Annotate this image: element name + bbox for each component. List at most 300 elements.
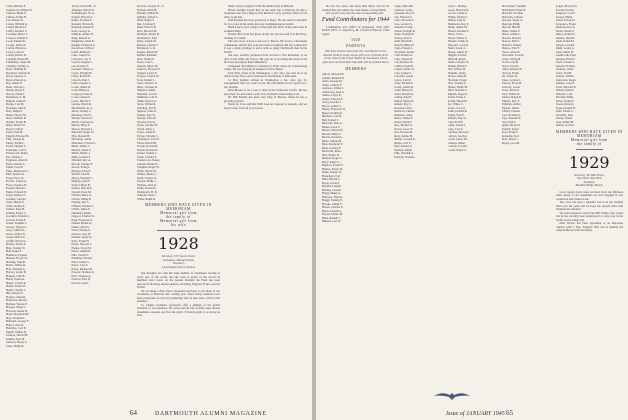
text-line: Jordan, Harold E. (447, 98, 468, 103)
text-line: Barton, Everett L. (322, 135, 343, 140)
text-line: Scott, Daniel C. (136, 77, 156, 82)
text-line: Underwood, Ernest (136, 158, 160, 162)
magazine-title: DARTMOUTH ALUMNI MAGAZINE (155, 411, 267, 417)
text-line: Conant, Walter D. (393, 67, 415, 71)
eagle-ornament-icon (432, 390, 472, 402)
text-line: Sawyer, Everett W. (136, 74, 160, 78)
text-line: Dole, Richard S. (393, 123, 413, 127)
text-line: Moody, Chester F. (71, 161, 93, 166)
text-line: Connors, Daniel E. (6, 35, 29, 40)
text-line: Hardy, Arthur M. (447, 25, 468, 29)
text-line: Thurston, Carl (555, 91, 573, 96)
text-line: Crandall, Harold B. (6, 56, 29, 61)
name-list (6, 5, 67, 348)
text-line: Plummer, Donald (71, 256, 92, 260)
text-line: Manning, Paul V. (71, 112, 92, 117)
text-line: May, Donald H. (71, 133, 91, 138)
text-line: Paul Rounds has been promoted to major. He has been in Australia for two years in the Army Airways Communications system. (223, 18, 307, 26)
text-line: Sturtevant, Roger (555, 77, 576, 82)
text-line: Bragg, Henry A. (322, 191, 342, 196)
text-line: Cutler, Donald A. (393, 91, 414, 96)
text-line: Gordon, Frank F. (6, 217, 26, 222)
text-line: Severance, Frank (555, 21, 576, 26)
text-line: Stanley, Roy W. (136, 112, 156, 117)
text-line: Putnam, Wilbur H. (136, 11, 159, 15)
class-notes (322, 5, 390, 16)
text-line: Cook, Samuel K. (6, 39, 26, 43)
text-line: Kendall, Warren R. (71, 21, 94, 26)
text-line: Sumner, Leon F. (555, 81, 575, 85)
text-line: Dr. Bill Perkins has been very busy in Boston, where he has a growing practice. (223, 95, 307, 103)
text-line: Norton, Philip B. (71, 196, 92, 201)
page-number: 64 (130, 409, 137, 417)
text-line: Quimby, Arthur L. (136, 14, 159, 19)
text-line: Clinton, Frank H. (6, 14, 27, 19)
text-line: Hoyt, Norman L. (6, 315, 26, 320)
text-line: Nash, Clifton B. (71, 182, 91, 187)
text-line: Lovejoy, Frank W. (71, 91, 93, 96)
text-line: Joy, Walter C. (447, 102, 464, 106)
text-line: Berry, Albert L. (322, 159, 341, 164)
text-line: Cummings, Stuart M. (6, 60, 32, 64)
class-notes (224, 5, 307, 110)
text-line: Orr, Ernest W. (501, 74, 519, 78)
text-line: Hanson, Royce W. (6, 256, 28, 260)
text-line: It is good to note that the class is responding well. (326, 11, 384, 15)
text-line: Rand, Ralph T. (136, 18, 155, 22)
text-line: Lincoln, Paul J. (71, 77, 90, 82)
text-line: the family of (165, 215, 191, 219)
text-line: Lang, Carl E. (447, 126, 464, 131)
text-line: Ordway, Frank (501, 70, 519, 75)
text-line: Lord, Milton A. (71, 88, 90, 92)
text-line: Chase, Norman F. (393, 32, 415, 36)
issue-label: Issue of JANUARY 1945 (446, 411, 505, 417)
text-line: Tom Ellis writes from Washington a few days ago that he is an officer in the Navy and is stationed in the Bureau of Personnel. (223, 70, 307, 78)
text-line: Rich, Allan C. (501, 137, 519, 141)
text-line: Andrews, Walter L. (322, 86, 345, 91)
divider (576, 149, 604, 150)
text-line: Nelson, Harold E. (71, 186, 93, 190)
text-line: Lieutenant Ted Mahan is stationed in Texas where he is instructing cadets. He was formerly in business in New Haven. (223, 63, 307, 71)
parents-heading: PARENTS (346, 44, 366, 48)
text-line: Chandler, Irving (393, 25, 413, 29)
text-line: Cole, Richard W. (393, 60, 414, 64)
year-subhead: 1928 (351, 38, 361, 42)
text-line: Rice, Howard M. (136, 28, 158, 33)
text-line: Stetson, Norman (555, 63, 575, 68)
text-line: Swain, Allan J. (136, 126, 155, 131)
text-line: Dwyer, John P. (6, 126, 24, 131)
text-line: Read, Frank S. (501, 130, 519, 134)
text-line: Case, Gordon S. (393, 21, 413, 26)
class-notes (137, 272, 220, 318)
text-line: Clapp, Everett J. (393, 46, 413, 50)
text-line: Turner, Stanley L. (136, 151, 158, 155)
text-line: Jackson, Harold B. (6, 333, 28, 337)
text-line: Bryant, Walter M. (322, 212, 343, 217)
text-line: Richardson, Paul (136, 35, 157, 40)
text-line: Ingham, Roger P. (447, 91, 468, 96)
text-line: Jacob, Edward H., Jr. (71, 5, 97, 8)
text-line: Hamilton, Eugene (6, 252, 28, 257)
text-line: Hayes, Carroll K. (6, 280, 27, 285)
text-line: Downs, Leon W. (393, 126, 413, 131)
text-line: Collins, Frank B. (393, 63, 414, 68)
text-line: Thompson, Carl W. (136, 137, 160, 141)
text-line: Lowe, Lyman E. (71, 95, 91, 99)
text-line: Curtis, Henry W. (393, 88, 414, 92)
text-line: Leavitt, Eugene C. (71, 60, 94, 64)
text-line: Newell, Earle M. (71, 189, 92, 194)
text-line: Damon, Harold L. (393, 98, 415, 103)
right-column-2 (394, 5, 444, 397)
text-line: Pope, Donald W. (501, 116, 522, 120)
text-line: Ward, Chester A. (136, 175, 157, 180)
text-line: Ames, Clinton P. (322, 82, 342, 87)
memorial-notice (137, 203, 220, 227)
text-line: Sampson, Carl F. (555, 11, 576, 15)
text-line: Wells, Donald E. (136, 186, 157, 190)
text-line: Vaughan, Roger W. (136, 165, 160, 169)
text-line: Jenkins, Earl M. (6, 336, 25, 341)
text-line: Hunt, Louis W. (6, 322, 24, 327)
text-line: Prichett, Allen B. (136, 7, 158, 12)
text-line: Morgan, Everett (71, 168, 91, 173)
text-line: French, Harold J. (6, 186, 27, 190)
text-line: Cushing, Charles A. (6, 63, 30, 68)
text-line: Phillips, Roy T. (501, 98, 520, 103)
text-line: Shedd, Walter P. (555, 28, 575, 33)
left-column-1 (6, 5, 67, 397)
text-line: Cohen, William G. (6, 21, 28, 26)
text-line: Dick Brown has been appointed to an important position with a New England firm and is making his home in Boston with his family. (555, 221, 623, 233)
text-line: Donahue, John F. (6, 105, 27, 110)
text-line: Hank Lane is now a major in the AAF. He still is at the same base in northern India. (223, 25, 307, 33)
text-line: McIntosh, Chester (501, 14, 523, 19)
text-line: Cameron, Leslie (393, 7, 413, 12)
text-line: Lyman, Edwin R. (71, 102, 92, 106)
text-line: Simmons, Carl R. (136, 95, 158, 99)
text-line: Hadley, Edwin C. (447, 14, 469, 19)
text-line: Cohen, Bernard J. (6, 25, 27, 29)
text-line: Stark, Chester L. (555, 60, 576, 64)
text-line: Hall, Ralph C. (6, 249, 23, 253)
text-line: Heald, Lester C. (447, 46, 467, 50)
text-line: Hersey, Albert B. (447, 49, 468, 54)
text-line: Little, Chester L. (71, 81, 92, 85)
text-line: Sprague, Harold (555, 56, 575, 61)
text-line: his wife (170, 223, 187, 227)
text-line: Austin, Edward P. (322, 96, 343, 101)
text-line: Knight, Frederick A. (71, 42, 96, 47)
text-line: Dow, Everett M. (393, 130, 413, 134)
text-line: Carpenter, Roy H. (393, 11, 415, 15)
text-line: Lakin, Arthur J. (447, 123, 466, 127)
text-line: Pollard, Chester (501, 109, 521, 113)
text-line: Hunter, Philip M. (447, 84, 468, 89)
text-line: Twombly, Paul (555, 112, 573, 117)
page-number: 65 (506, 409, 513, 417)
text-line: Hawkes, Frank D. (447, 39, 469, 43)
text-line: Holmes, Warren E. (6, 301, 29, 306)
parents-note: (We have listed in this issue the contributors to the Alumni Fund in 1944, whose gifts were received prior to the close of the Fund. Names of classmates whose gifts were received after that date will be printed later.) (322, 49, 389, 64)
text-line: Smith, Harold A. (136, 98, 157, 103)
text-line: Reynolds, Earl (501, 133, 519, 138)
text-line: Small, Lester A. (555, 46, 575, 50)
text-line: Howard, Arthur B. (6, 308, 28, 313)
text-line: Gardner, Lincoln (6, 196, 26, 201)
text-line: Baldwin, Carl H. (322, 114, 342, 119)
text-line: Potter, Richard B. (71, 266, 93, 271)
text-line: Greenwood, Walter W. (6, 7, 33, 12)
text-line: Dexter, Walter F. (393, 116, 414, 120)
text-line: Perkins, Arnold L. (71, 235, 93, 239)
text-line: MEMBERS WHO HAVE GIVEN IN MEMORIAM (145, 203, 212, 211)
text-line: Drake, Harold W. (6, 112, 27, 117)
text-line: Lamb, Richard C. (71, 49, 93, 54)
text-line: Coolidge, Bruce C. (6, 32, 29, 36)
text-line: Hammond, Roy E. (447, 21, 470, 26)
text-line: Hatch, Carl L. (447, 32, 465, 36)
text-line: Grover, Leslie A. (447, 11, 468, 15)
text-line: Nichols, Harry A. (71, 193, 93, 197)
text-line: Maxwell, Roger W. (71, 130, 95, 134)
class-notes (556, 191, 624, 233)
text-line: Lexington, Massachusetts (162, 257, 194, 262)
text-line: Towne, Everett H. (136, 144, 159, 148)
text-line: Tuttle, Charles F. (136, 154, 157, 159)
text-line: Lathrop, Gordon (447, 133, 467, 138)
left-column-3 (137, 5, 220, 397)
name-list (394, 5, 444, 159)
text-line: Fairbanks, Carl E. (6, 147, 28, 152)
text-line: Ferguson, Allan D. (6, 158, 28, 162)
text-line: Hill, Robert N. (6, 291, 24, 295)
text-line: Miner, Walter E. (501, 28, 521, 33)
text-line: Vose, Arthur M. (555, 119, 575, 124)
text-line: Mixer, Arthur L. (501, 32, 521, 36)
text-line: Bigelow, Frank N. (322, 163, 344, 168)
text-line: Harlow, Donald F. (447, 28, 469, 33)
text-line: Howie Dwight reports that on the same trip to Hanover he met a classmate who was a major in the Medical Corps and they talked of old times at the Inn. (223, 7, 307, 19)
text-line: Murphy, John F. (71, 179, 91, 183)
text-line: Snow, Wilbur R. (136, 102, 157, 106)
text-line: Rogers, Harold H. (136, 49, 159, 54)
name-list (71, 5, 132, 285)
text-line: Olmstead, Ralph (71, 210, 91, 215)
text-line: Lindsay, Albert (447, 140, 466, 145)
text-line: McGrath, Norman (501, 11, 523, 15)
text-line: Eddy, Wendell A. (393, 151, 414, 155)
text-line: Hobbs, Chester W. (447, 60, 470, 64)
text-line: Cobb, Roland A. (393, 53, 413, 57)
text-line: Good reports have been received from the Midwest where many of our classmates are now engaged in war production and related work. (555, 189, 623, 201)
class-secretary (137, 255, 220, 269)
text-line: Converse, Lester (393, 74, 414, 78)
text-line: Trask, Donald H. (555, 105, 576, 110)
text-line: Ray, Carleton E. (136, 21, 157, 26)
text-line: Mack, Stanley C. (71, 109, 92, 113)
text-line: Gray, Clifford L. (6, 228, 26, 232)
text-line: Edgerly, Howard B. (6, 133, 30, 138)
text-line: McKenna, Edward J. (71, 140, 96, 145)
text-line: Heath, Charles L. (6, 287, 27, 292)
text-line: Munroe, Earl F. (501, 46, 520, 50)
text-line: Cutting, Paul E. (393, 95, 412, 99)
text-line: Higgins, Everett (447, 53, 467, 57)
text-line: Stearns, Edward (136, 116, 156, 120)
text-line: Southworth, Paul (555, 53, 576, 57)
text-line: Gilman, Foster C. (6, 210, 27, 215)
text-line: Kilburn, Roy W. (447, 116, 467, 120)
text-line: Bliss, Harold C. (322, 177, 341, 182)
fund-summary (322, 26, 390, 37)
text-line: Storrs, Earl B. (555, 70, 573, 75)
text-line: Durgin, Carl F. (393, 140, 411, 145)
text-line: Ingalls, Wilbur R. (6, 329, 27, 334)
text-line: Evans, Herbert L. (6, 144, 27, 148)
text-line: Metcalf, Harold (501, 25, 520, 29)
text-line: Pray, Paul L. (501, 119, 517, 124)
text-line: Sherman, Leon E. (136, 91, 158, 96)
text-line: Hatch, Ernest A. (6, 277, 26, 281)
text-line: Howland, Ernest (447, 77, 467, 82)
text-line: Morse, Wendell C. (71, 175, 94, 180)
text-line: Richards, Ernest D. (136, 32, 160, 36)
text-line: Tucker, Raymond (136, 147, 158, 152)
text-line: Secretary, 60 Wall Street, (574, 172, 605, 177)
text-line: Lewis, Dwight H. (71, 70, 93, 75)
text-line: Parsons, Howard (501, 81, 522, 85)
text-line: Cheney, Alan P. (393, 35, 412, 40)
text-line: Shaw, Norman B. (136, 84, 158, 89)
text-line: O'Neil, James F. (71, 207, 91, 211)
text-line: Marble, Vernon E. (71, 116, 93, 120)
text-line: Spalding, Earl F. (136, 105, 157, 110)
text-line: Denny, Royal E. (6, 88, 26, 92)
text-line: Dorr, Ralph E. (6, 109, 23, 113)
text-line: Morton, Paul C. (501, 39, 521, 43)
text-line: Dodge, Carl M. (6, 102, 25, 106)
name-list (448, 5, 498, 152)
text-line: Jennings, Myron D. (71, 7, 95, 12)
text-line: Blanchard, Earl (322, 173, 341, 178)
text-line: Pease, Albert F. (501, 88, 520, 92)
text-line: Osgood, Charles W. (71, 214, 95, 218)
text-line: Moulton, Stanley (501, 42, 522, 47)
text-line: Mitchell, Roy A. (71, 158, 91, 162)
text-line: Stickney, Allan (555, 67, 574, 71)
text-line: Kaplan, Harold A. (71, 14, 93, 19)
text-line: Pierce, Austin R. (71, 249, 92, 253)
text-line: Taylor, Ralph E. (136, 130, 156, 134)
text-line: Prescott, George W., Jr. (136, 5, 165, 8)
text-line: Spencer, John D. (136, 109, 157, 113)
text-line: Coe, Robert N. (6, 18, 24, 22)
text-line: Colby, Ernest H. (393, 56, 413, 61)
text-line: Lothrop, Everett (447, 144, 467, 148)
left-page (0, 0, 312, 420)
text-line: Kingsbury, Allan E. (71, 39, 95, 43)
text-line: Sargent, Lester P. (136, 70, 158, 75)
text-line: Hurd, Norman C. (447, 88, 468, 92)
text-line: Leach, Lester M. (447, 137, 468, 141)
text-line: Thayer, Dwight C. (136, 133, 159, 138)
text-line: Hoyt, Stanley E. (447, 81, 467, 85)
text-line: Davenport, Earl (393, 105, 412, 110)
text-line: Walton, Gordon (555, 123, 575, 127)
text-line: Phelps, Lloyd M. (71, 245, 92, 250)
text-line: Streeter, Wilbur (555, 74, 574, 78)
text-line: Oakes, Richard P. (501, 67, 523, 71)
text-line: Patch, Wesley E. (71, 228, 91, 232)
text-line: Randall, Roger (501, 126, 520, 131)
text-line: Ladd, Earl H. (447, 119, 464, 124)
text-line: Dick Brooks is on a tour of duty in the Southwest Pacific. He has been there for more than a year now and finds it interesting work. (223, 88, 307, 96)
text-line: Noyes, Everett (501, 63, 519, 68)
text-line: Palmer, Hiram W. (71, 221, 93, 225)
text-line: Emery, Frank C. (6, 140, 26, 145)
text-line: Contributors: 425 (100% of graduates). Total gifts: $3,945 (95% of objective). M. Crawford Pollock, Class Agent. (322, 24, 390, 36)
text-line: O'Brien, Thomas J. (71, 203, 94, 208)
text-line: Dudley, Foster B. (6, 119, 27, 124)
text-line: Barnes, Harold W. (322, 128, 344, 133)
text-line: We are made a New Year's resolution and hope to see more of our classmates at Hanover this coming year. Since many reunions have been postponed we trust the gatherings that do take place will be well attended. (136, 288, 220, 304)
text-line: Morrill, Paul H. (71, 172, 90, 176)
text-line: Sibley, Arthur D. (555, 32, 576, 36)
text-line: Day, Albert P. (6, 81, 23, 85)
text-line: Bates, Samuel R. (322, 138, 342, 143)
text-line: Walker, Henry L. (136, 172, 158, 176)
text-line: Jewett, Frank L. (447, 95, 467, 99)
text-line: Keith, Donald R. (447, 109, 468, 113)
text-line: Martin, Harry P. (71, 123, 91, 127)
text-line: Cotton, Carl D. (393, 77, 412, 82)
text-line: Davidson, Warren R. (6, 70, 31, 75)
text-line: Foster, Perry A. (6, 175, 25, 180)
text-line: Treasurer, (172, 261, 185, 266)
text-line: Wade, Edwin M. (136, 168, 157, 173)
text-line: Newcomb, Leon R. (501, 53, 525, 57)
text-line: Lovell, Ralph S. (447, 147, 467, 152)
text-line: Skinner, Donald (555, 35, 575, 40)
text-line: Parker, Alan D. (71, 224, 90, 229)
text-line: Webster, Alan R. (136, 182, 157, 187)
text-line: Dennison, Allan (393, 112, 413, 117)
text-line: Cleveland, Arthur (393, 49, 415, 54)
text-line: Cooper, Edwin P. (6, 42, 27, 47)
text-line: We were pleased to hear from Bill Walker who writes that he has recently been transferred to a new post in the Pacific and is doing well. (555, 210, 623, 222)
text-line: Bell, Walter H. (322, 152, 340, 157)
text-line: King, Russell O. (71, 35, 91, 40)
text-line: Poor, Norman E. (501, 112, 521, 117)
text-line: Chapin, Dwight R. (393, 28, 416, 33)
text-line: Gage, Wallace E. (6, 193, 26, 197)
text-line: Ellis, George R. (6, 137, 25, 141)
text-line: Fiske, Raymond G. (6, 168, 29, 173)
text-line: Grant, Arthur W. (6, 231, 26, 236)
text-line: Cone, Lyman S. (393, 70, 413, 75)
text-line: Griffin, Harold G. (6, 238, 27, 243)
class-year-heading: 1928 (158, 234, 199, 253)
text-line: Corley, Robert D. (6, 53, 27, 57)
text-line: Tobey, Frank D. (555, 98, 575, 103)
class-year-heading: 1929 (568, 152, 610, 172)
text-line: Treasurer, (583, 179, 596, 184)
text-line: Harris, Walter D. (6, 263, 26, 267)
text-line: Shattuck, Roy E. (555, 25, 576, 29)
